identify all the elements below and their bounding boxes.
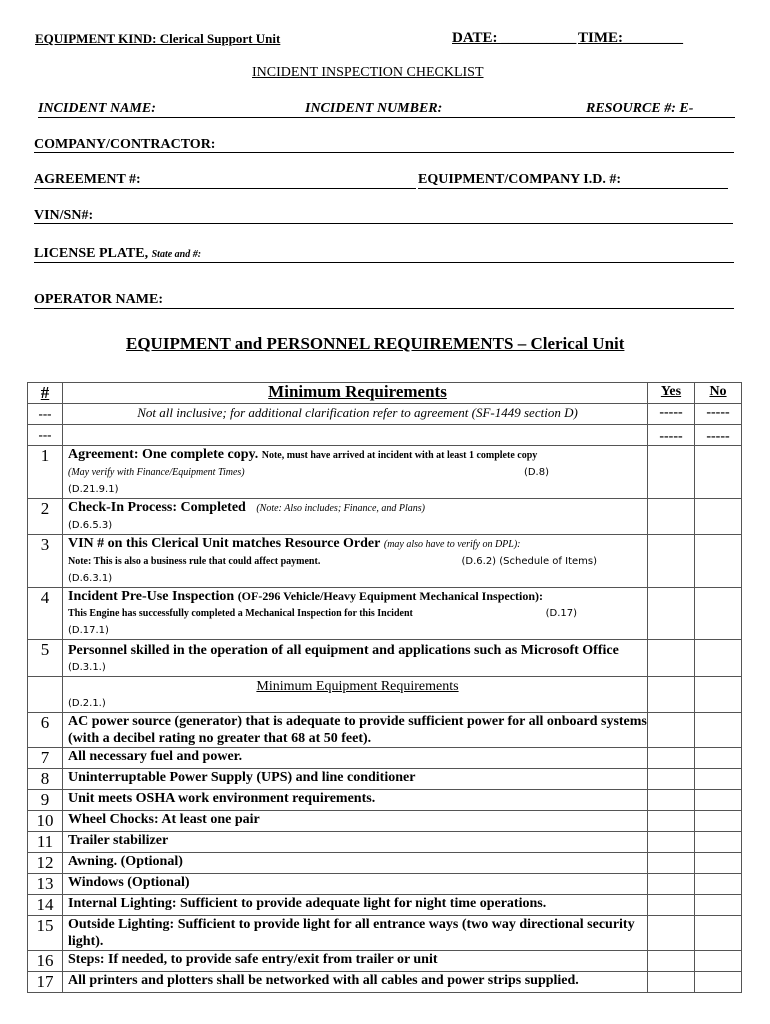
row-number: 10 xyxy=(28,811,63,832)
yes-checkbox[interactable] xyxy=(648,811,695,832)
row-number: 16 xyxy=(28,951,63,972)
license-sub: State and #: xyxy=(151,249,202,260)
row-number: 12 xyxy=(28,853,63,874)
table-row xyxy=(28,499,742,535)
row-number: 6 xyxy=(28,713,63,748)
table-row xyxy=(28,446,742,499)
row-number: 14 xyxy=(28,895,63,916)
item-text: Trailer stabilizer xyxy=(63,832,648,853)
item-text: Internal Lighting: Sufficient to provide adequate light for night time operations. xyxy=(63,895,648,916)
empty-cell xyxy=(28,677,63,713)
yes-checkbox[interactable] xyxy=(648,874,695,895)
row-number: 7 xyxy=(28,748,63,769)
no-checkbox[interactable] xyxy=(695,811,742,832)
incident-name-label: INCIDENT NAME: xyxy=(38,101,156,116)
no-checkbox[interactable] xyxy=(695,499,742,535)
operator-label: OPERATOR NAME: xyxy=(34,292,163,307)
row-number: 11 xyxy=(28,832,63,853)
company-field[interactable] xyxy=(34,152,734,153)
date-label: DATE: __________ xyxy=(452,30,577,46)
table-row xyxy=(28,640,742,677)
table-row xyxy=(28,404,742,425)
license-plate-field xyxy=(34,246,201,262)
no-checkbox[interactable] xyxy=(695,446,742,499)
item-text: AC power source (generator) that is adequate to provide sufficient power for all onboard systems (with a decibel rating no greater that 68 at 50 feet). xyxy=(63,713,648,748)
subheading-cell: Minimum Equipment Requirements (D.2.1.) xyxy=(63,677,648,713)
item-text: Unit meets OSHA work environment requirements. xyxy=(63,790,648,811)
table-row xyxy=(28,535,742,588)
dash-cell: --- xyxy=(28,404,63,425)
yes-checkbox[interactable] xyxy=(648,853,695,874)
requirement-cell: Personnel skilled in the operation of all equipment and applications such as Microsoft Office (D.3.1.) xyxy=(63,640,648,677)
table-row xyxy=(28,588,742,640)
row-number: 15 xyxy=(28,916,63,951)
table-row xyxy=(28,677,742,713)
yes-checkbox[interactable] xyxy=(648,769,695,790)
no-checkbox[interactable] xyxy=(695,853,742,874)
table-row xyxy=(28,972,742,993)
item-text: All printers and plotters shall be networked with all cables and power strips supplied. xyxy=(63,972,648,993)
no-checkbox[interactable] xyxy=(695,769,742,790)
incident-line[interactable] xyxy=(38,117,735,118)
table-row xyxy=(28,951,742,972)
license-label: LICENSE PLATE, xyxy=(34,246,149,261)
table-row xyxy=(28,811,742,832)
dash-cell: --- xyxy=(28,425,63,446)
yes-checkbox[interactable] xyxy=(648,832,695,853)
row-number: 9 xyxy=(28,790,63,811)
requirement-cell: Incident Pre-Use Inspection (OF-296 Vehicle/Heavy Equipment Mechanical Inspection): This Engine has successfully completed a Mechanical Inspection for this Incident (D.17) (D.17.1) xyxy=(63,588,648,640)
yes-checkbox[interactable] xyxy=(648,640,695,677)
yes-checkbox[interactable] xyxy=(648,916,695,951)
incident-number-label: INCIDENT NUMBER: xyxy=(305,101,443,116)
table-row xyxy=(28,790,742,811)
time-field[interactable]: TIME:________ xyxy=(578,30,683,46)
date-field[interactable] xyxy=(452,30,576,47)
item-text: Windows (Optional) xyxy=(63,874,648,895)
equipment-id-label: EQUIPMENT/COMPANY I.D. #: xyxy=(418,172,621,187)
no-checkbox[interactable] xyxy=(695,640,742,677)
requirement-cell: Agreement: One complete copy. Note, must have arrived at incident with at least 1 complete copy (May verify with Finance/Equipment Times) (D.8) (D.21.9.1) xyxy=(63,446,648,499)
section-title: EQUIPMENT and PERSONNEL REQUIREMENTS – Clerical Unit xyxy=(126,334,625,353)
yes-checkbox[interactable] xyxy=(648,677,695,713)
item-text: Awning. (Optional) xyxy=(63,853,648,874)
row-number: 4 xyxy=(28,588,63,640)
no-checkbox[interactable] xyxy=(695,951,742,972)
table-row xyxy=(28,895,742,916)
agreement-label: AGREEMENT #: xyxy=(34,172,141,187)
item-text: Steps: If needed, to provide safe entry/exit from trailer or unit xyxy=(63,951,648,972)
vin-field[interactable] xyxy=(34,223,733,224)
yes-checkbox[interactable] xyxy=(648,748,695,769)
table-row xyxy=(28,916,742,951)
no-checkbox[interactable] xyxy=(695,832,742,853)
requirements-table xyxy=(27,382,742,993)
table-header-row xyxy=(28,383,742,404)
table-row xyxy=(28,425,742,446)
equipment-id-field[interactable] xyxy=(418,188,728,189)
yes-checkbox[interactable] xyxy=(648,713,695,748)
item-text: Wheel Chocks: At least one pair xyxy=(63,811,648,832)
yes-checkbox[interactable] xyxy=(648,895,695,916)
no-checkbox[interactable] xyxy=(695,748,742,769)
no-checkbox[interactable] xyxy=(695,895,742,916)
yes-checkbox[interactable] xyxy=(648,499,695,535)
no-checkbox[interactable] xyxy=(695,588,742,640)
col-num-header: # xyxy=(28,383,63,404)
company-label: COMPANY/CONTRACTOR: xyxy=(34,137,216,152)
no-checkbox[interactable] xyxy=(695,790,742,811)
dash-cell: ----- xyxy=(648,404,695,425)
equipment-kind: EQUIPMENT KIND: Clerical Support Unit xyxy=(35,31,281,46)
item-text: Outside Lighting: Sufficient to provide light for all entrance ways (two way directional security light). xyxy=(63,916,648,951)
resource-label: RESOURCE #: E- xyxy=(586,101,694,116)
yes-checkbox[interactable] xyxy=(648,972,695,993)
table-row xyxy=(28,853,742,874)
operator-field[interactable] xyxy=(34,308,734,309)
no-checkbox[interactable] xyxy=(695,874,742,895)
dash-cell: ----- xyxy=(648,425,695,446)
dash-cell: ----- xyxy=(695,425,742,446)
yes-checkbox[interactable] xyxy=(648,790,695,811)
checklist-title: INCIDENT INSPECTION CHECKLIST xyxy=(252,65,484,80)
yes-checkbox[interactable] xyxy=(648,951,695,972)
no-checkbox[interactable] xyxy=(695,972,742,993)
yes-checkbox[interactable] xyxy=(648,588,695,640)
agreement-field[interactable] xyxy=(34,188,416,189)
table-row xyxy=(28,748,742,769)
item-text: Uninterruptable Power Supply (UPS) and line conditioner xyxy=(63,769,648,790)
license-line[interactable] xyxy=(34,262,734,263)
no-checkbox[interactable] xyxy=(695,713,742,748)
yes-checkbox[interactable] xyxy=(648,535,695,588)
col-no-header: No xyxy=(695,383,742,404)
row-number: 5 xyxy=(28,640,63,677)
table-row xyxy=(28,769,742,790)
table-row xyxy=(28,713,742,748)
table-row xyxy=(28,874,742,895)
agreement-note: Not all inclusive; for additional clarification refer to agreement (SF-1449 section D) xyxy=(63,404,648,425)
table-row xyxy=(28,832,742,853)
row-number: 17 xyxy=(28,972,63,993)
col-req-header: Minimum Requirements xyxy=(63,383,648,404)
no-checkbox[interactable] xyxy=(695,535,742,588)
no-checkbox[interactable] xyxy=(695,916,742,951)
item-text: All necessary fuel and power. xyxy=(63,748,648,769)
empty-cell xyxy=(63,425,648,446)
subheading: Minimum Equipment Requirements xyxy=(256,679,459,694)
row-number: 1 xyxy=(28,446,63,499)
dash-cell: ----- xyxy=(695,404,742,425)
row-number: 13 xyxy=(28,874,63,895)
row-number: 2 xyxy=(28,499,63,535)
requirement-cell: VIN # on this Clerical Unit matches Resource Order (may also have to verify on DPL): Note: This is also a business rule that could affect payment. (D.6.2) (Schedule of Items) (D.6.3.1) xyxy=(63,535,648,588)
row-number: 3 xyxy=(28,535,63,588)
no-checkbox[interactable] xyxy=(695,677,742,713)
yes-checkbox[interactable] xyxy=(648,446,695,499)
col-yes-header: Yes xyxy=(648,383,695,404)
row-number: 8 xyxy=(28,769,63,790)
requirement-cell: Check-In Process: Completed (Note: Also includes; Finance, and Plans) (D.6.5.3) xyxy=(63,499,648,535)
vin-label: VIN/SN#: xyxy=(34,208,94,223)
